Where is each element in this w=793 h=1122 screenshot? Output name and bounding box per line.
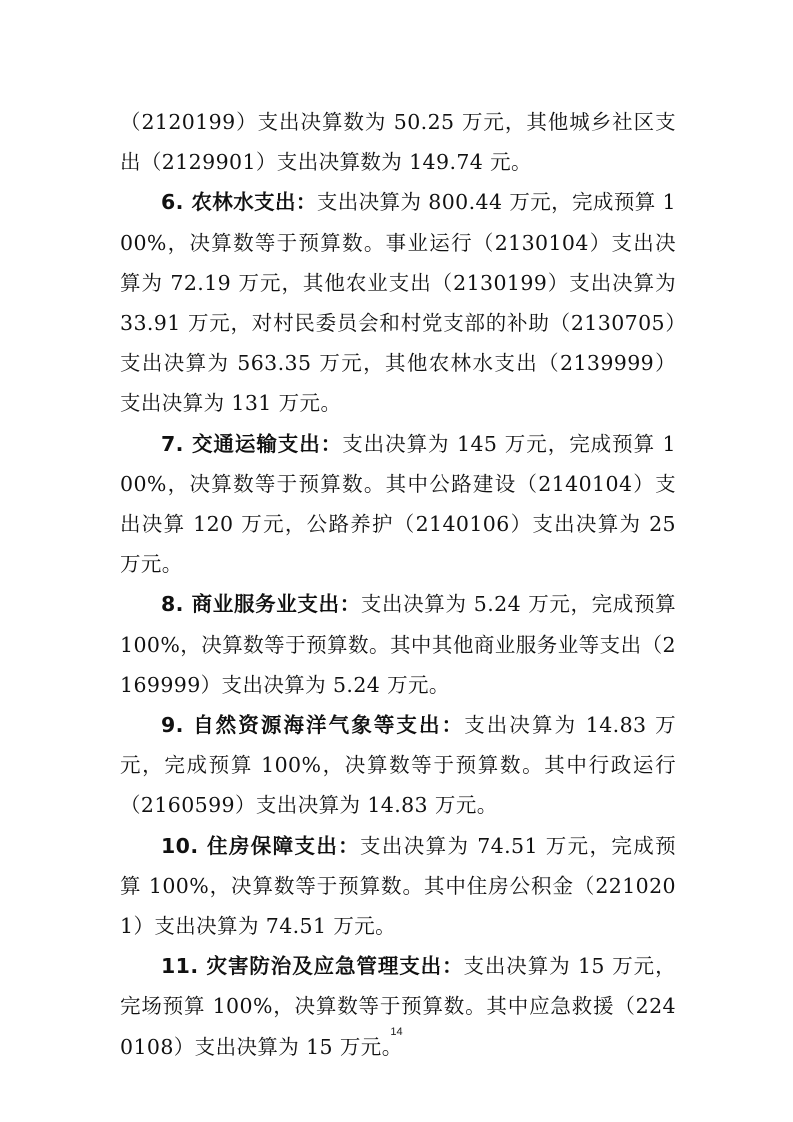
- paragraph-text: （2120199）支出决算数为 50.25 万元，其他城乡社区支出（2129901）支出决算数为 149.74 元。: [120, 110, 676, 175]
- paragraph-agriculture: [120, 182, 676, 423]
- paragraph-commerce: [120, 584, 676, 705]
- paragraph-text: 支出决算为 74.51 万元，完成预算 100%，决算数等于预算数。其中住房公积金（2210201）支出决算为 74.51 万元。: [120, 833, 676, 939]
- paragraph-heading: 7. 交通运输支出：: [161, 431, 343, 456]
- paragraph-text: 支出决算为 145 万元，完成预算 100%，决算数等于预算数。其中公路建设（2140104）支出决算 120 万元，公路养护（2140106）支出决算为 25 万元。: [120, 431, 676, 577]
- paragraph-natural-resources: [120, 705, 676, 826]
- paragraph-housing: [120, 826, 676, 947]
- paragraph-text: 支出决算为 15 万元，完场预算 100%，决算数等于预算数。其中应急救援（2240108）支出决算为 15 万元。: [120, 954, 676, 1059]
- paragraph-heading: 8. 商业服务业支出：: [161, 592, 361, 617]
- paragraph-heading: 10. 住房保障支出：: [161, 833, 361, 858]
- paragraph-text: 支出决算为 5.24 万元，完成预算 100%，决算数等于预算数。其中其他商业服务业等支出（2169999）支出决算为 5.24 万元。: [120, 592, 676, 697]
- paragraph-text: 支出决算为 800.44 万元，完成预算 100%，决算数等于预算数。事业运行（2130104）支出决算为 72.19 万元，其他农业支出（2130199）支出决算为 33.91 万元，对村民委员会和村党支部的补助（2130705）支出决算为 563.35 万元，其他农林水支出（2139999）支出决算为 131 万元。: [120, 190, 677, 416]
- paragraph-heading: 11. 灾害防治及应急管理支出：: [161, 954, 464, 979]
- paragraph-heading: 6. 农林水支出：: [161, 190, 317, 215]
- paragraph-transport: [120, 424, 676, 585]
- paragraph-continuation: [120, 102, 676, 182]
- body-text: [120, 102, 676, 1067]
- paragraph-text: 支出决算为 14.83 万元，完成预算 100%，决算数等于预算数。其中行政运行（2160599）支出决算为 14.83 万元。: [120, 713, 676, 818]
- page-number: 14: [390, 1026, 403, 1038]
- paragraph-heading: 9. 自然资源海洋气象等支出：: [161, 713, 465, 738]
- paragraph-disaster-prevention: [120, 946, 676, 1067]
